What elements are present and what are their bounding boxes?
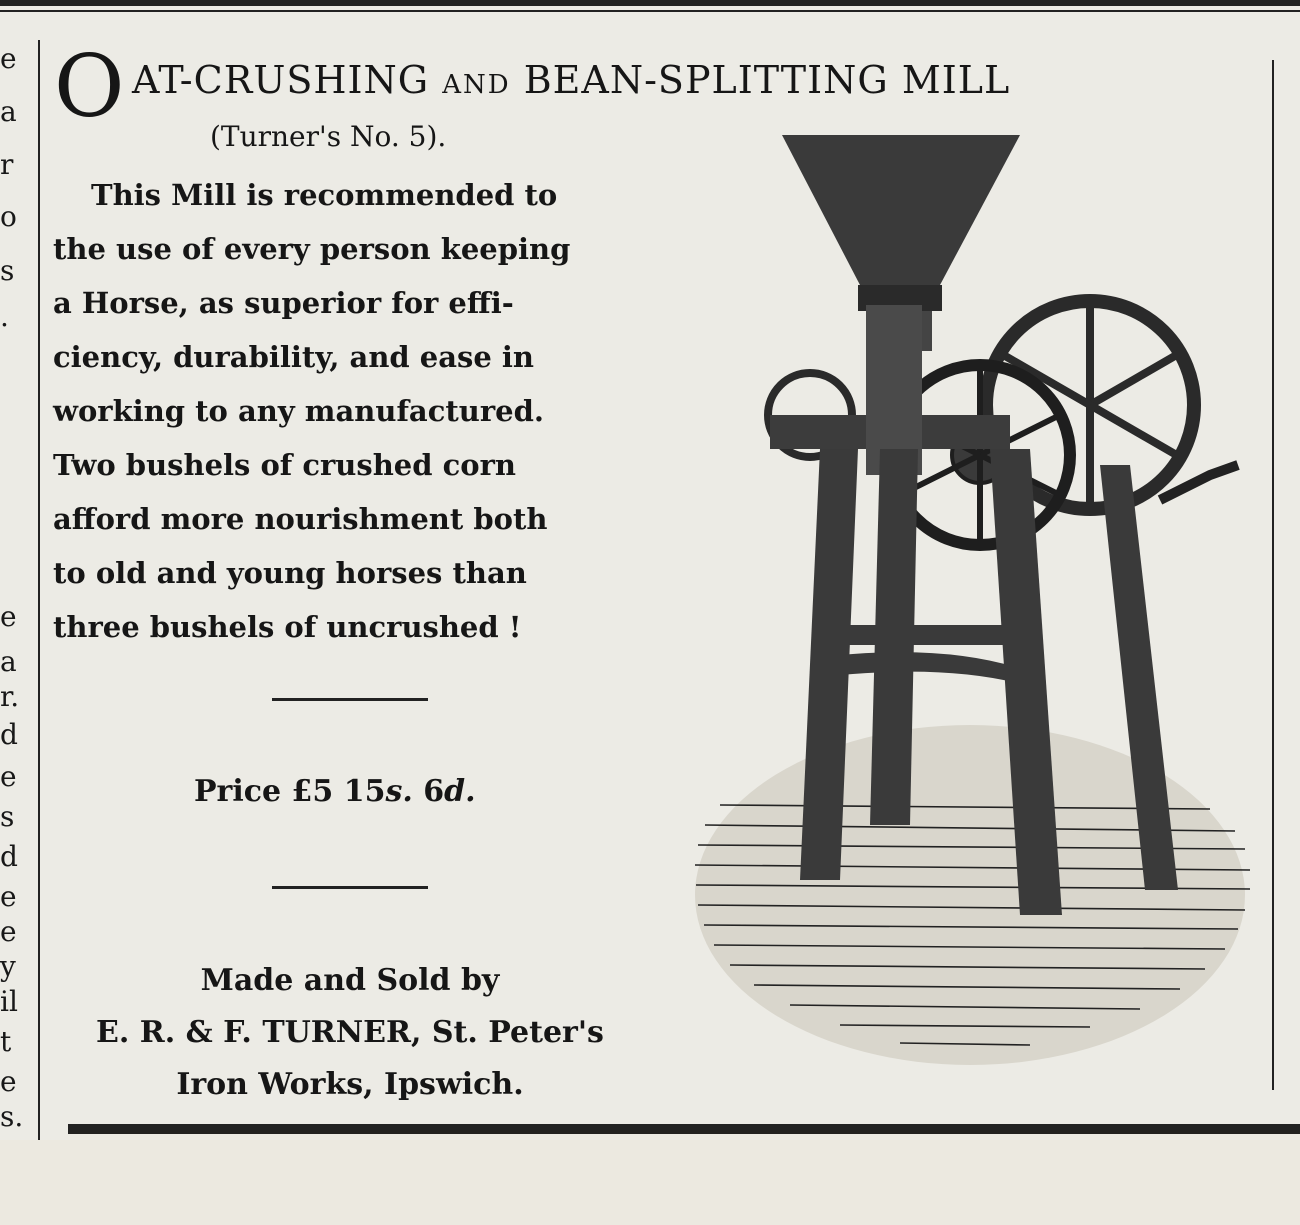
maker-info (40, 955, 660, 1111)
fragment: e (0, 760, 17, 793)
maker-line: E. R. & F. TURNER, St. Peter's (96, 1015, 604, 1050)
fragment: e (0, 880, 17, 913)
title-part2: BEAN-SPLITTING MILL (523, 58, 1011, 102)
right-column-divider (1272, 60, 1274, 1090)
fragment: a (0, 95, 17, 128)
fragment: e (0, 600, 17, 633)
fragment: . (0, 300, 9, 333)
body-line: the use of every person keeping (53, 232, 571, 266)
top-border-rule (0, 0, 1300, 6)
body-line: Two bushels of crushed corn (53, 448, 516, 482)
mill-illustration (690, 125, 1260, 1085)
fragment: t (0, 1025, 12, 1058)
body-line: afford more nourishment both (53, 502, 548, 536)
fragment: y (0, 950, 16, 983)
title-part1: AT-CRUSHING (132, 58, 430, 102)
maker-line: Made and Sold by (200, 963, 500, 998)
fragment: e (0, 1065, 17, 1098)
maker-line: Iron Works, Ipswich. (176, 1067, 524, 1102)
divider-rule (272, 886, 428, 889)
price-pence: 6 (412, 774, 445, 809)
price-shillings-unit: s. (385, 774, 413, 809)
fragment: r (0, 148, 14, 181)
bottom-border-rule (68, 1124, 1300, 1134)
drop-cap: O (54, 37, 125, 137)
top-border-thin-rule (0, 10, 1300, 12)
body-line: working to any manufactured. (53, 394, 544, 428)
ground-hatching (695, 725, 1250, 1065)
body-line: This Mill is recommended to (91, 178, 558, 212)
fragment: s (0, 800, 15, 833)
body-line: to old and young horses than (53, 556, 527, 590)
fragment: a (0, 645, 17, 678)
title-and: AND (442, 70, 511, 100)
fragment: d (0, 718, 18, 751)
body-line: a Horse, as superior for effi- (53, 286, 514, 320)
body-line: three bushels of uncrushed ! (53, 610, 522, 644)
fragment: il (0, 985, 18, 1018)
fragment: s. (0, 1100, 24, 1133)
fragment: d (0, 840, 18, 873)
fragment: e (0, 915, 17, 948)
price (194, 774, 476, 809)
fragment: o (0, 200, 17, 233)
title-text (132, 58, 1010, 102)
fragment: s (0, 254, 15, 287)
divider-rule (272, 698, 428, 701)
fragment: r. (0, 680, 20, 713)
price-label: Price £5 15 (194, 774, 386, 809)
price-pence-unit: d. (444, 774, 476, 809)
body-line: ciency, durability, and ease in (53, 340, 535, 374)
ad-body (53, 168, 633, 654)
fragment: e (0, 42, 17, 75)
subtitle: (Turner's No. 5). (210, 120, 447, 153)
